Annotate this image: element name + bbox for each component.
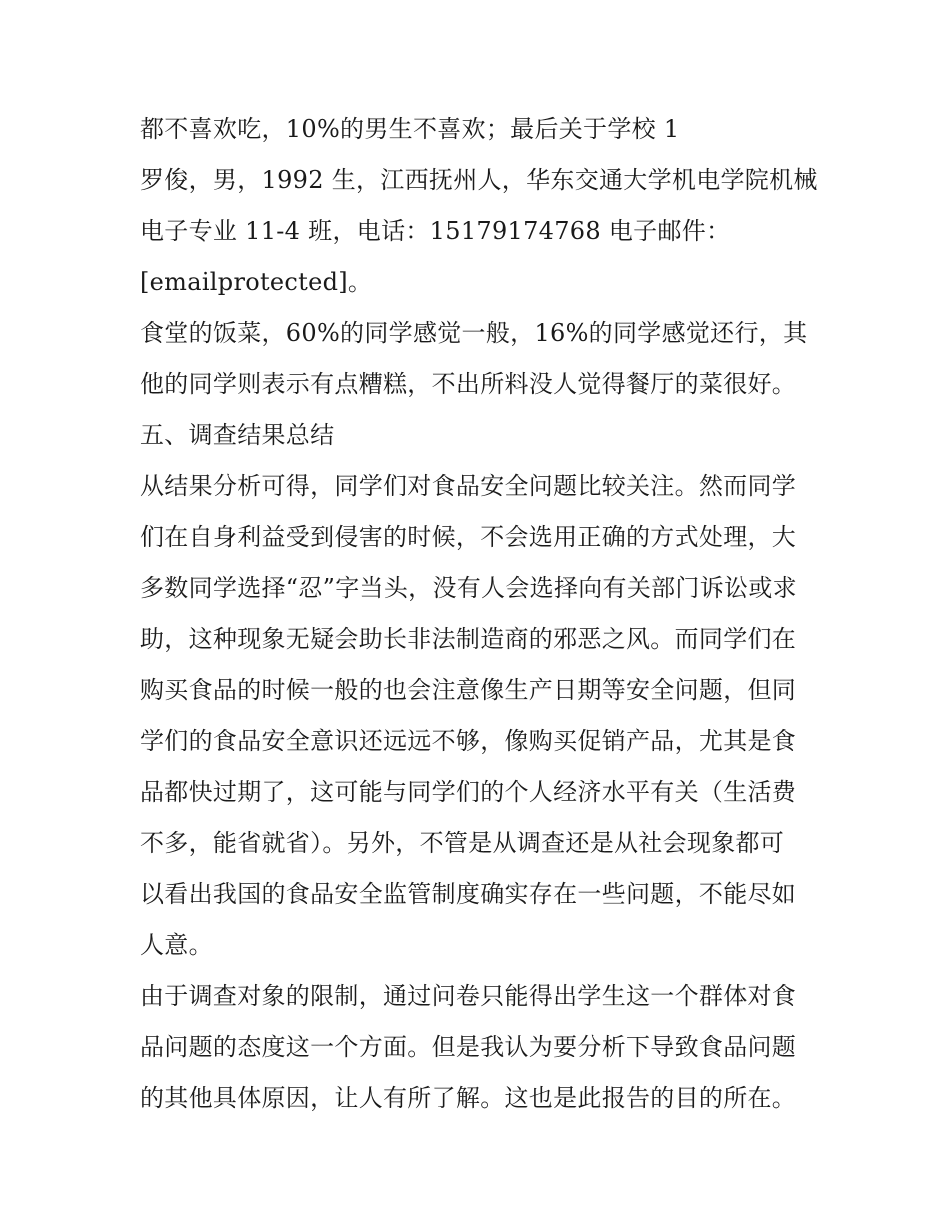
text-line: 们在自身利益受到侵害的时候，不会选用正确的方式处理，大 — [140, 523, 797, 551]
text-line: 人意。 — [140, 931, 213, 959]
text-line: 食堂的饭菜，60%的同学感觉一般，16%的同学感觉还行，其 — [140, 319, 808, 347]
text-line: 品都快过期了，这可能与同学们的个人经济水平有关（生活费 — [140, 778, 797, 806]
text-line: 由于调查对象的限制，通过问卷只能得出学生这一个群体对食 — [140, 982, 797, 1010]
text-line: 的其他具体原因，让人有所了解。这也是此报告的目的所在。 — [140, 1084, 797, 1112]
text-line: 电子专业 11-4 班，电话：15179174768 电子邮件： — [140, 217, 731, 245]
text-line: 都不喜欢吃，10%的男生不喜欢；最后关于学校 1 — [140, 115, 680, 143]
section-heading: 五、调查结果总结 — [140, 421, 335, 449]
text-line: 以看出我国的食品安全监管制度确实存在一些问题，不能尽如 — [140, 880, 797, 908]
document-body — [140, 104, 820, 1124]
text-line: 罗俊，男，1992 生，江西抚州人，华东交通大学机电学院机械 — [140, 166, 818, 194]
text-line: 购买食品的时候一般的也会注意像生产日期等安全问题，但同 — [140, 676, 797, 704]
text-line: 不多，能省就省）。另外，不管是从调查还是从社会现象都可 — [140, 829, 785, 857]
text-line: 品问题的态度这一个方面。但是我认为要分析下导致食品问题 — [140, 1033, 797, 1061]
text-line: [emailprotected]。 — [140, 268, 373, 296]
text-line: 从结果分析可得，同学们对食品安全问题比较关注。然而同学 — [140, 472, 797, 500]
text-line: 助，这种现象无疑会助长非法制造商的邪恶之风。而同学们在 — [140, 625, 797, 653]
text-line: 多数同学选择“忍”字当头，没有人会选择向有关部门诉讼或求 — [140, 574, 797, 602]
text-line: 他的同学则表示有点糟糕，不出所料没人觉得餐厅的菜很好。 — [140, 370, 797, 398]
text-line: 学们的食品安全意识还远远不够，像购买促销产品，尤其是食 — [140, 727, 797, 755]
